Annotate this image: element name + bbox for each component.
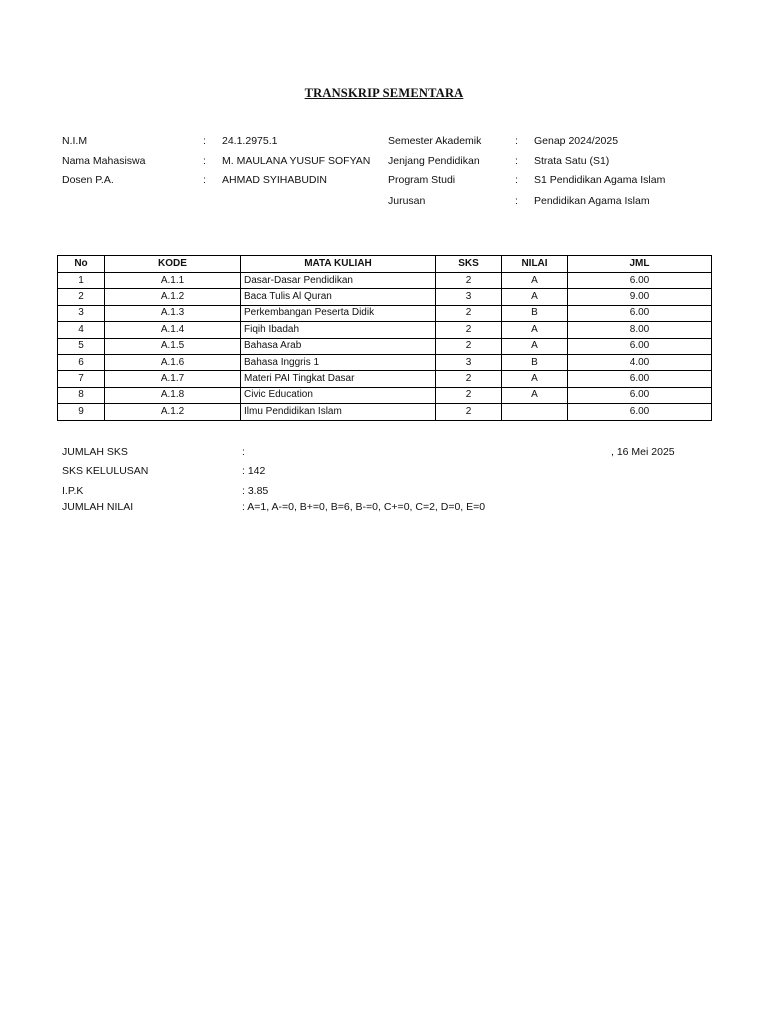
cell-nilai: A xyxy=(502,387,568,403)
cell-sks: 2 xyxy=(436,273,502,289)
summary-label: JUMLAH NILAI xyxy=(62,501,134,513)
table-header-row xyxy=(58,256,712,273)
cell-no: 9 xyxy=(58,404,105,420)
cell-jml: 6.00 xyxy=(568,338,712,354)
cell-mata-kuliah: Civic Education xyxy=(241,387,436,403)
document-date: , 16 Mei 2025 xyxy=(611,446,675,458)
table-row xyxy=(58,322,712,338)
cell-kode: A.1.7 xyxy=(105,371,241,387)
cell-no: 2 xyxy=(58,289,105,305)
cell-jml: 6.00 xyxy=(568,273,712,289)
cell-nilai: A xyxy=(502,273,568,289)
cell-nilai: A xyxy=(502,289,568,305)
student-info-right xyxy=(388,136,688,216)
header-jml: JML xyxy=(568,256,712,273)
table-row xyxy=(58,289,712,305)
cell-mata-kuliah: Baca Tulis Al Quran xyxy=(241,289,436,305)
cell-mata-kuliah: Bahasa Inggris 1 xyxy=(241,354,436,370)
cell-jml: 6.00 xyxy=(568,371,712,387)
info-colon: : xyxy=(515,174,518,186)
info-value-nama: M. MAULANA YUSUF SOFYAN xyxy=(222,155,371,167)
cell-no: 4 xyxy=(58,322,105,338)
info-colon: : xyxy=(203,135,206,147)
info-value-nim: 24.1.2975.1 xyxy=(222,135,278,147)
info-label: N.I.M xyxy=(62,135,88,147)
document-title: TRANSKRIP SEMENTARA xyxy=(304,86,464,100)
summary-value-sks-kelulusan: : 142 xyxy=(242,465,266,477)
cell-jml: 4.00 xyxy=(568,354,712,370)
summary-value-jumlah-sks: : xyxy=(242,446,245,458)
cell-mata-kuliah: Bahasa Arab xyxy=(241,338,436,354)
cell-nilai: B xyxy=(502,354,568,370)
cell-nilai: A xyxy=(502,322,568,338)
cell-jml: 6.00 xyxy=(568,305,712,321)
info-label: Nama Mahasiswa xyxy=(62,155,146,167)
student-info-left xyxy=(62,136,382,196)
cell-sks: 3 xyxy=(436,354,502,370)
table-row xyxy=(58,387,712,403)
cell-kode: A.1.5 xyxy=(105,338,241,354)
info-colon: : xyxy=(203,155,206,167)
table-row xyxy=(58,338,712,354)
info-colon: : xyxy=(515,195,518,207)
cell-nilai: A xyxy=(502,338,568,354)
info-value-dosen: AHMAD SYIHABUDIN xyxy=(222,174,328,186)
info-value-jurusan: Pendidikan Agama Islam xyxy=(534,195,650,207)
cell-kode: A.1.8 xyxy=(105,387,241,403)
cell-mata-kuliah: Ilmu Pendidikan Islam xyxy=(241,404,436,420)
table-row xyxy=(58,273,712,289)
info-label: Dosen P.A. xyxy=(62,174,114,186)
cell-kode: A.1.1 xyxy=(105,273,241,289)
summary-value-ipk: : 3.85 xyxy=(242,485,269,497)
info-label: Semester Akademik xyxy=(388,135,482,147)
table-row xyxy=(58,371,712,387)
cell-kode: A.1.2 xyxy=(105,289,241,305)
table-row xyxy=(58,404,712,420)
cell-mata-kuliah: Materi PAI Tingkat Dasar xyxy=(241,371,436,387)
cell-sks: 3 xyxy=(436,289,502,305)
cell-sks: 2 xyxy=(436,404,502,420)
cell-no: 7 xyxy=(58,371,105,387)
cell-sks: 2 xyxy=(436,371,502,387)
header-no: No xyxy=(58,256,105,273)
summary-label: I.P.K xyxy=(62,485,84,497)
cell-kode: A.1.3 xyxy=(105,305,241,321)
info-value-jenjang: Strata Satu (S1) xyxy=(534,155,610,167)
cell-jml: 8.00 xyxy=(568,322,712,338)
cell-mata-kuliah: Perkembangan Peserta Didik xyxy=(241,305,436,321)
table-row xyxy=(58,354,712,370)
cell-jml: 6.00 xyxy=(568,404,712,420)
cell-kode: A.1.4 xyxy=(105,322,241,338)
cell-no: 8 xyxy=(58,387,105,403)
info-colon: : xyxy=(515,135,518,147)
info-label: Jurusan xyxy=(388,195,426,207)
cell-nilai: B xyxy=(502,305,568,321)
info-value-semester: Genap 2024/2025 xyxy=(534,135,619,147)
info-colon: : xyxy=(515,155,518,167)
summary-label: JUMLAH SKS xyxy=(62,446,128,458)
cell-jml: 6.00 xyxy=(568,387,712,403)
info-value-prodi: S1 Pendidikan Agama Islam xyxy=(534,174,666,186)
info-colon: : xyxy=(203,174,206,186)
cell-nilai: A xyxy=(502,371,568,387)
grades-table xyxy=(57,255,712,421)
cell-sks: 2 xyxy=(436,338,502,354)
cell-no: 5 xyxy=(58,338,105,354)
summary-block xyxy=(62,446,562,516)
summary-value-jumlah-nilai: : A=1, A-=0, B+=0, B=6, B-=0, C+=0, C=2, D=0, E=0 xyxy=(242,501,486,513)
cell-sks: 2 xyxy=(436,387,502,403)
header-mata-kuliah: MATA KULIAH xyxy=(241,256,436,273)
summary-label: SKS KELULUSAN xyxy=(62,465,149,477)
header-sks: SKS xyxy=(436,256,502,273)
table-row xyxy=(58,305,712,321)
cell-kode: A.1.2 xyxy=(105,404,241,420)
cell-kode: A.1.6 xyxy=(105,354,241,370)
cell-no: 3 xyxy=(58,305,105,321)
info-label: Program Studi xyxy=(388,174,456,186)
cell-nilai xyxy=(502,404,568,420)
cell-mata-kuliah: Fiqih Ibadah xyxy=(241,322,436,338)
cell-no: 1 xyxy=(58,273,105,289)
cell-sks: 2 xyxy=(436,305,502,321)
header-kode: KODE xyxy=(105,256,241,273)
cell-sks: 2 xyxy=(436,322,502,338)
cell-no: 6 xyxy=(58,354,105,370)
info-label: Jenjang Pendidikan xyxy=(388,155,480,167)
cell-jml: 9.00 xyxy=(568,289,712,305)
header-nilai: NILAI xyxy=(502,256,568,273)
cell-mata-kuliah: Dasar-Dasar Pendidikan xyxy=(241,273,436,289)
